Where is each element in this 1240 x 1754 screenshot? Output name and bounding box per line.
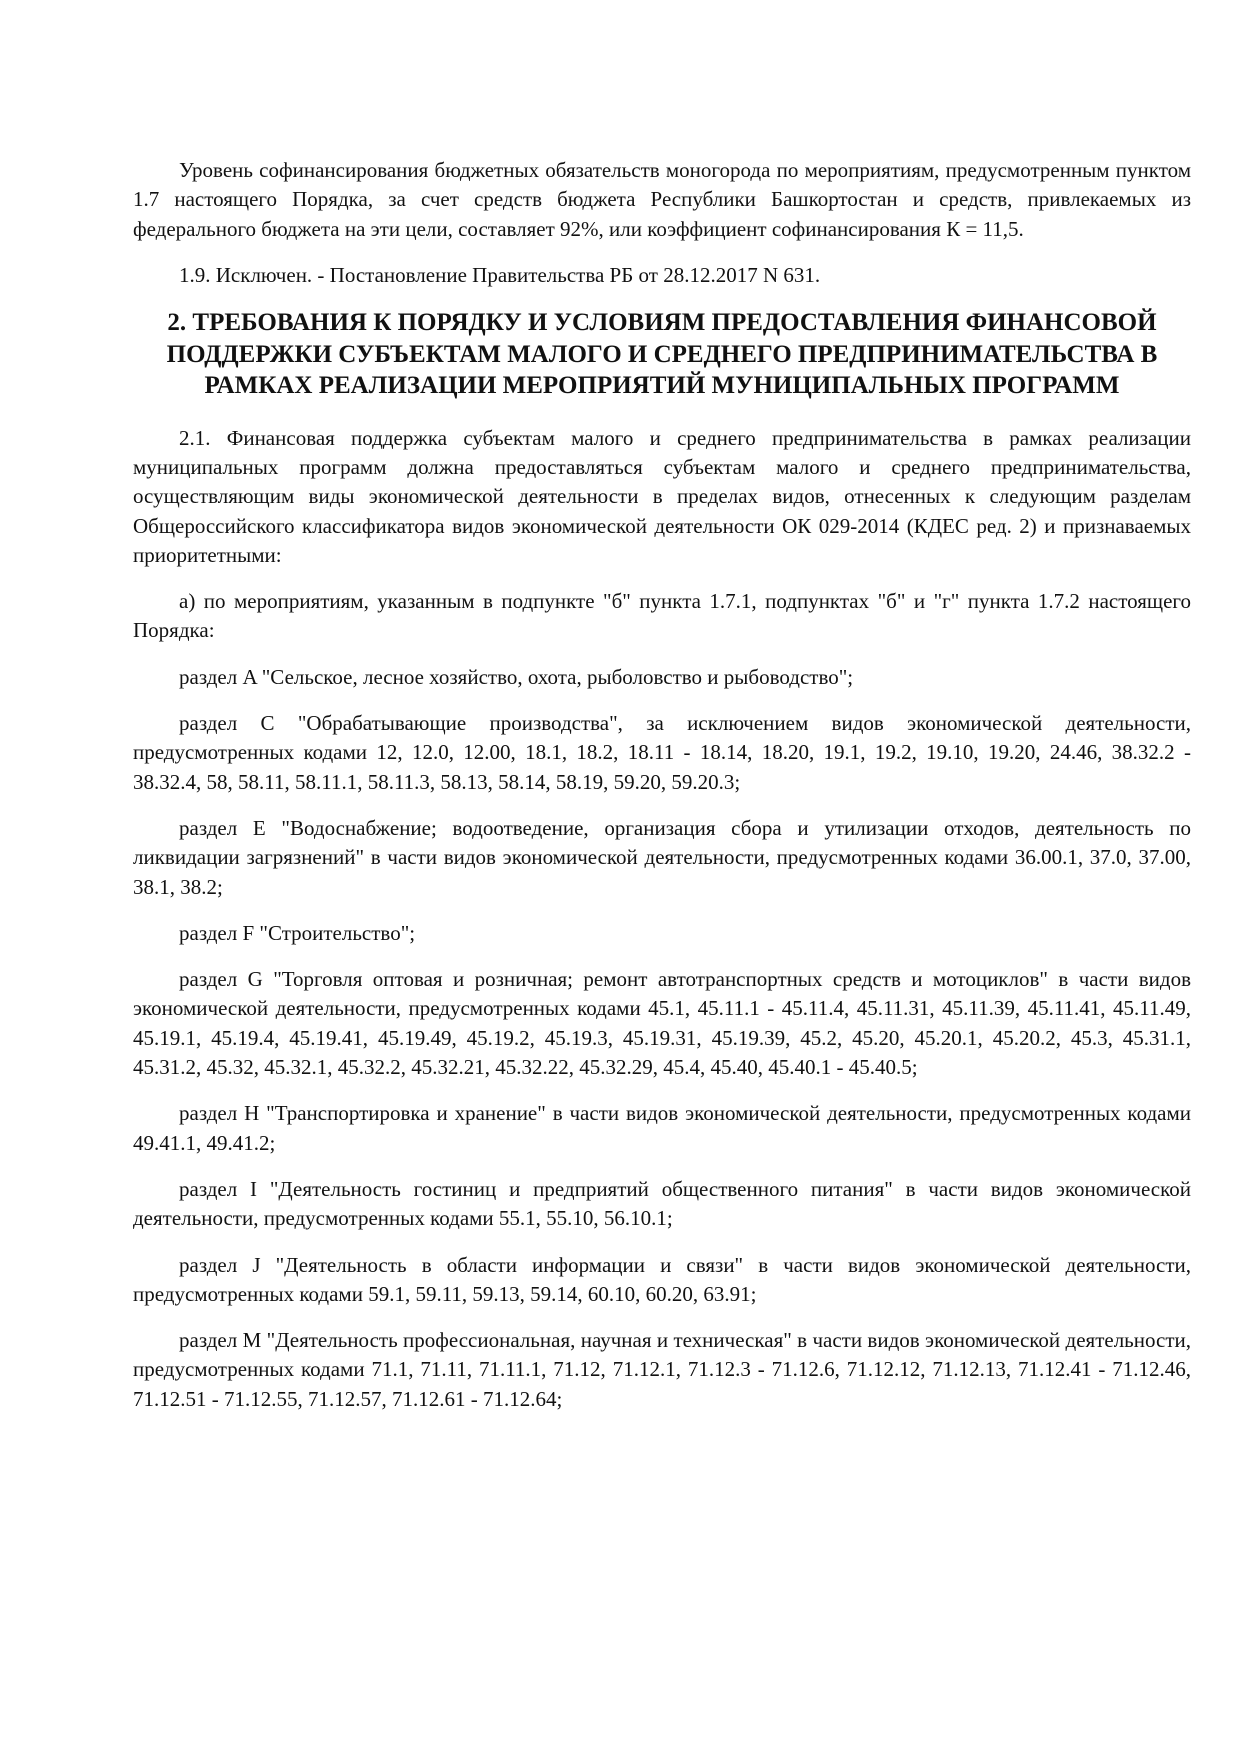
paragraph-a: а) по мероприятиям, указанным в подпункте "б" пункта 1.7.1, подпунктах "б" и "г" пункта 1.7.2 настоящего Порядка: [133,589,1191,643]
section-heading: 2. ТРЕБОВАНИЯ К ПОРЯДКУ И УСЛОВИЯМ ПРЕДОСТАВЛЕНИЯ ФИНАНСОВОЙ ПОДДЕРЖКИ СУБЪЕКТАМ МАЛОГО И СРЕДНЕГО ПРЕДПРИНИМАТЕЛЬСТВА В РАМКАХ РЕАЛИЗАЦИИ МЕРОПРИЯТИЙ МУНИЦИПАЛЬНЫХ ПРОГРАММ [166,309,1158,400]
paragraph-section-j: раздел J "Деятельность в области информации и связи" в части видов экономической деятельности, предусмотренных кодами 59.1, 59.11, 59.13, 59.14, 60.10, 60.20, 63.91; [133,1252,1191,1306]
document-page [133,156,1191,1431]
paragraph-section-f: раздел F "Строительство"; [179,920,416,945]
paragraph-cofinancing: Уровень софинансирования бюджетных обязательств моногорода по мероприятиям, предусмотренным пунктом 1.7 настоящего Порядка, за счет средств бюджета Республики Башкортостан и средств, привлекаемых из федерального бюджета на эти цели, составляет 92%, или коэффициент софинансирования К = 11,5. [133,158,1191,241]
paragraph-section-g: раздел G "Торговля оптовая и розничная; ремонт автотранспортных средств и мотоциклов" в части видов экономической деятельности, предусмотренных кодами 45.1, 45.11.1 - 45.11.4, 45.11.31, 45.11.39, 45.11.41, 45.11.49, 45.19.1, 45.19.4, 45.19.41, 45.19.49, 45.19.2, 45.19.3, 45.19.31, 45.19.39, 45.2, 45.20, 45.20.1, 45.20.2, 45.3, 45.31.1, 45.31.2, 45.32, 45.32.1, 45.32.2, 45.32.21, 45.32.22, 45.32.29, 45.4, 45.40, 45.40.1 - 45.40.5; [133,967,1191,1080]
paragraph-1-9: 1.9. Исключен. - Постановление Правительства РБ от 28.12.2017 N 631. [179,262,821,287]
paragraph-section-c: раздел C "Обрабатывающие производства", за исключением видов экономической деятельности, предусмотренных кодами 12, 12.0, 12.00, 18.1, 18.2, 18.11 - 18.14, 18.20, 19.1, 19.2, 19.10, 19.20, 24.46, 38.32.2 - 38.32.4, 58, 58.11, 58.11.1, 58.11.3, 58.13, 58.14, 58.19, 59.20, 59.20.3; [133,711,1191,794]
paragraph-section-i: раздел I "Деятельность гостиниц и предприятий общественного питания" в части видов экономической деятельности, предусмотренных кодами 55.1, 55.10, 56.10.1; [133,1176,1191,1231]
paragraph-section-m: раздел M "Деятельность профессиональная, научная и техническая" в части видов экономической деятельности, предусмотренных кодами 71.1, 71.11, 71.11.1, 71.12, 71.12.1, 71.12.3 - 71.12.6, 71.12.12, 71.12.13, 71.12.41 - 71.12.46, 71.12.51 - 71.12.55, 71.12.57, 71.12.61 - 71.12.64; [133,1328,1191,1411]
paragraph-section-a: раздел A "Сельское, лесное хозяйство, охота, рыболовство и рыбоводство"; [179,664,854,689]
paragraph-section-e: раздел E "Водоснабжение; водоотведение, организация сбора и утилизации отходов, деятельность по ликвидации загрязнений" в части видов экономической деятельности, предусмотренных кодами 36.00.1, 37.0, 37.00, 38.1, 38.2; [133,815,1191,899]
paragraph-section-h: раздел H "Транспортировка и хранение" в части видов экономической деятельности, предусмотренных кодами 49.41.1, 49.41.2; [133,1101,1191,1155]
paragraph-2-1: 2.1. Финансовая поддержка субъектам малого и среднего предпринимательства в рамках реализации муниципальных программ должна предоставляться субъектам малого и среднего предпринимательства, осуществляющим виды экономической деятельности в пределах видов, отнесенных к следующим разделам Общероссийского классификатора видов экономической деятельности ОК 029-2014 (КДЕС ред. 2) и признаваемых приоритетными: [133,425,1191,567]
